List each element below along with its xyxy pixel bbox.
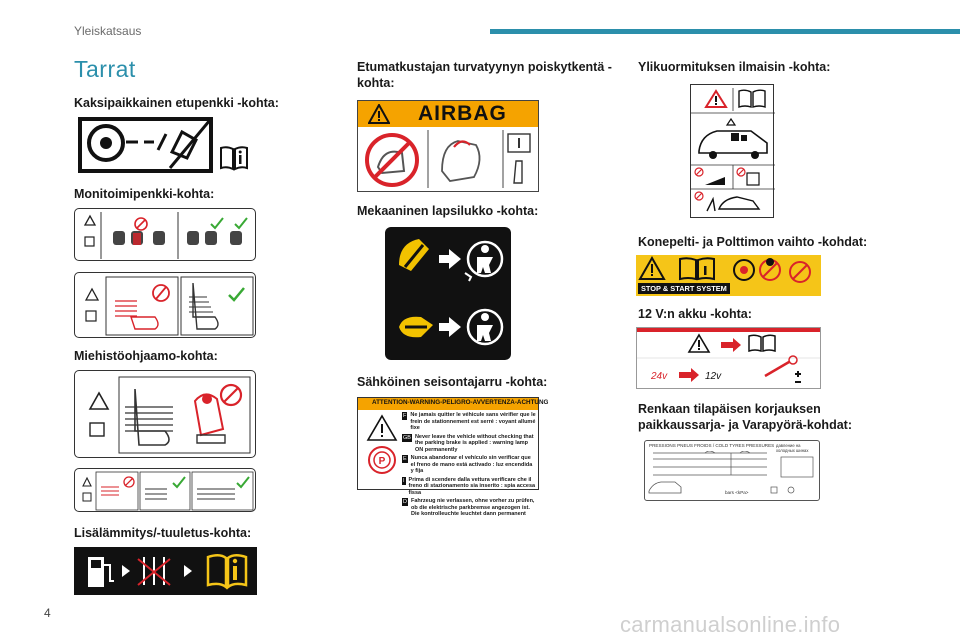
brake-line: I Prima di scendere dalla vettura verificare che il freno di stazionamento sia inserito : spia accesa fissa	[403, 476, 536, 496]
section-header: Yleiskatsaus	[74, 24, 142, 38]
tyre-sticker-header: PRESSIONS PNEUS FROIDS / COLD TYRES PRESSURES	[649, 443, 775, 448]
parking-brake-sticker	[357, 397, 549, 517]
cab-sticker-1	[74, 370, 256, 458]
page-number: 4	[44, 606, 51, 620]
tyre-sticker-unit: bars <kPa>	[725, 490, 749, 495]
heating-sticker	[74, 547, 257, 595]
brake-line: GB Never leave the vehicle without checking that the parking brake is applied : warning lamp ON permanently	[403, 433, 534, 453]
svg-text:P: P	[378, 456, 386, 467]
label-bonnet: Konepelti- ja Polttimon vaihto -kohdat:	[638, 235, 868, 249]
label-heating: Lisälämmitys/-tuuletus-kohta:	[74, 526, 252, 540]
manual-book-icon	[219, 145, 249, 171]
label-bench-seat: Kaksipaikkainen etupenkki -kohta:	[74, 96, 279, 110]
cab-sticker-2	[74, 468, 256, 512]
brake-line: E Nunca abandonar el vehículo sin verificar que el freno de mano está activado : luz encendida y fija	[403, 455, 533, 474]
airbag-sticker-text: AIRBAG	[418, 102, 507, 125]
tyre-sticker-note: давление на холодных шинах	[776, 443, 809, 453]
page-title: Tarrat	[74, 56, 136, 82]
multi-seat-sticker-2	[74, 272, 256, 338]
brake-sticker-header: ATTENTION-WARNING-PELIGRO-AVVERTENZA-ACHTUNG	[372, 399, 549, 406]
airbag-sticker	[357, 100, 539, 192]
bench-seat-sticker	[74, 112, 258, 176]
label-parking-brake: Sähköinen seisontajarru -kohta:	[357, 375, 548, 389]
watermark-text: carmanualsonline.info	[620, 612, 841, 637]
child-lock-sticker	[385, 227, 511, 360]
header-accent-bar	[490, 29, 960, 34]
battery-sticker	[636, 327, 821, 389]
stop-start-text: STOP & START SYSTEM	[641, 284, 727, 293]
multi-seat-sticker-1	[74, 208, 256, 261]
label-cab: Miehistöohjaamo-kohta:	[74, 349, 218, 363]
label-battery: 12 V:n akku -kohta:	[638, 307, 752, 321]
brake-line: D Fahrzeug nie verlassen, ohne vorher zu prüfen, ob die elektrische parkbremse angezogen ist. Die kontrolleuchte leuchtet dann permanent	[403, 498, 535, 517]
battery-12v-text: 12v	[705, 371, 722, 382]
overload-sticker	[690, 84, 774, 218]
tyre-pressure-sticker	[644, 440, 820, 501]
label-multi-seat: Monitoimipenkki-kohta:	[74, 187, 215, 201]
battery-24v-text: 24v	[651, 371, 668, 382]
label-tyre-repair: Renkaan tilapäisen korjauksen paikkaussarja- ja Varapyörä-kohdat:	[638, 402, 852, 432]
label-child-lock: Mekaaninen lapsilukko -kohta:	[357, 204, 539, 218]
warning-triangle-icon	[368, 104, 390, 124]
brake-line: F Ne jamais quitter le véhicule sans vérifier que le frein de stationnement est serré : voyant allumé fixe	[403, 412, 536, 431]
label-overload: Ylikuormituksen ilmaisin -kohta:	[638, 60, 831, 74]
label-airbag: Etumatkustajan turvatyynyn poiskytkentä -kohta:	[357, 60, 612, 90]
bonnet-sticker	[636, 255, 821, 296]
